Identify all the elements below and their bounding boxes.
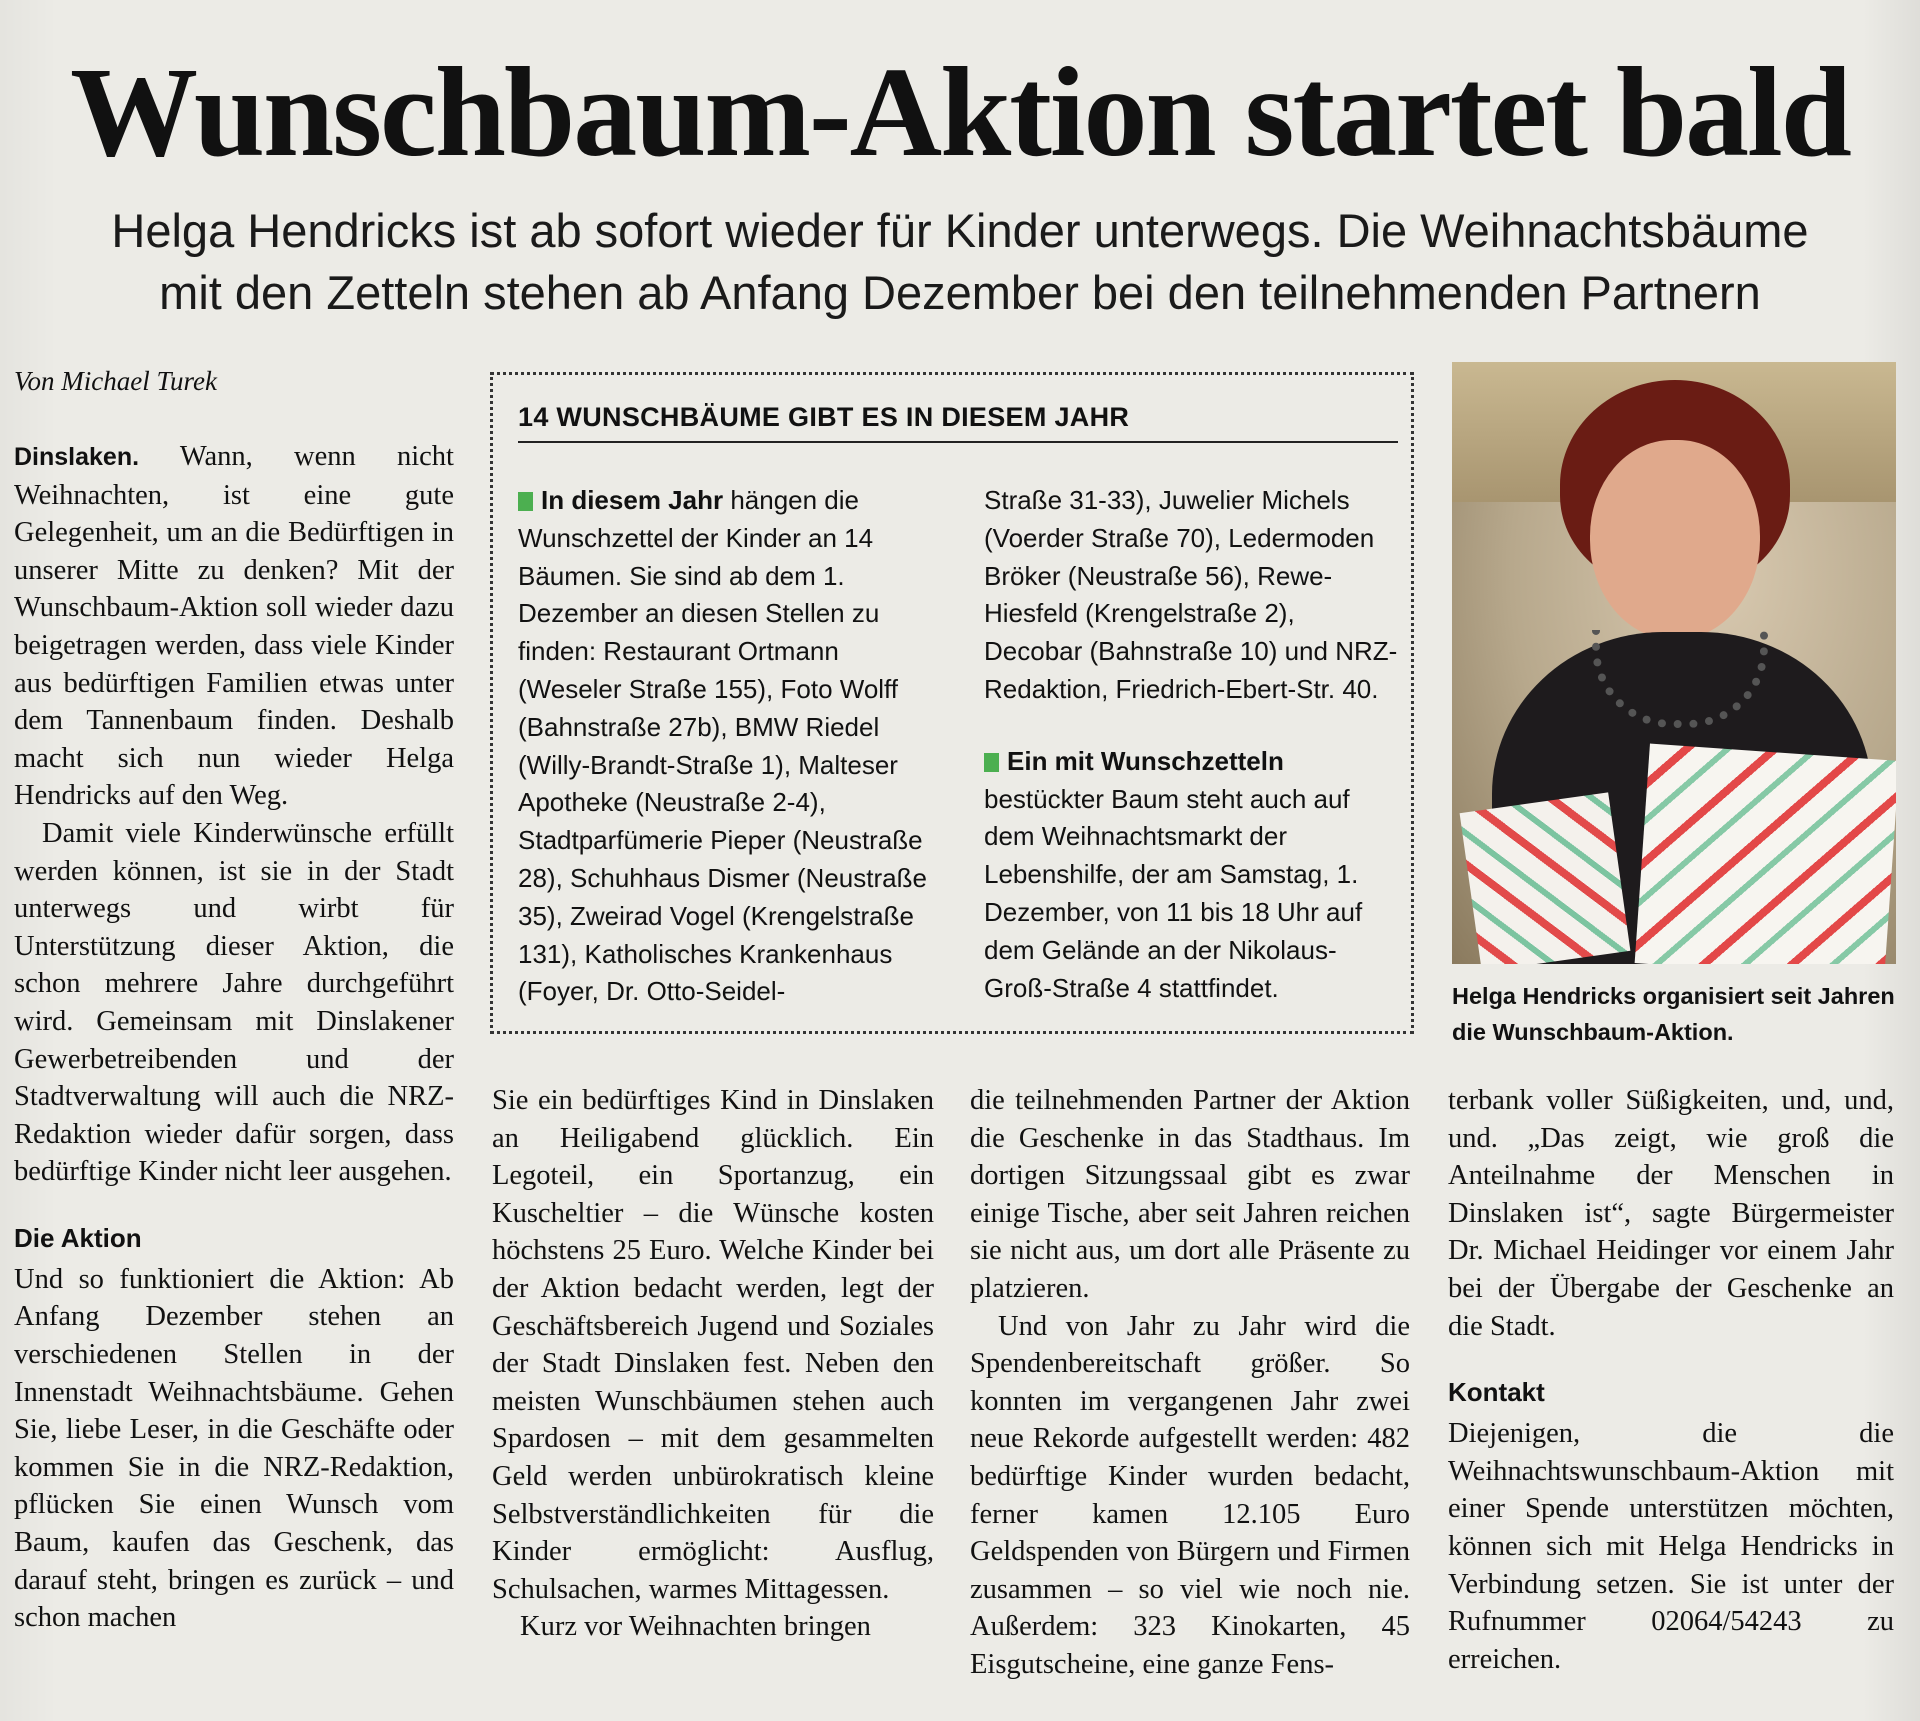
green-square-bullet-icon	[518, 492, 533, 511]
paragraph: Damit viele Kinderwünsche erfüllt werden können, ist sie in der Stadt unterwegs und wirbt für Unterstützung dieser Aktion, die schon mehrere Jahre durchgeführt wird. Gemeinsam mit Dinslakener Gewerbetreibenden und der Stadtverwaltung will auch die NRZ-Redaktion wieder dafür sorgen, dass bedürftige Kinder nicht leer ausgehen.	[14, 817, 454, 1188]
info-box-title: 14 WUNSCHBÄUME GIBT ES IN DIESEM JAHR	[518, 402, 1398, 443]
article-column-3	[970, 1082, 1410, 1684]
info-box-paragraph: Straße 31-33), Juwelier Michels (Voerder Straße 70), Ledermoden Bröker (Neustraße 56), Rewe-Hiesfeld (Krengelstraße 2), Decobar (Bahnstraße 10) und NRZ-Redaktion, Friedrich-Ebert-Str. 40.	[984, 485, 1398, 704]
green-square-bullet-icon	[984, 753, 999, 772]
subheadline	[30, 200, 1890, 324]
subheadline-line-1: Helga Hendricks ist ab sofort wieder für Kinder unterwegs. Die Weihnachtsbäume	[111, 204, 1809, 257]
info-box-paragraph	[984, 743, 1400, 1008]
paragraph	[14, 438, 454, 815]
headline: Wunschbaum-Aktion startet bald	[70, 41, 1850, 183]
paragraph: Und so funktioniert die Aktion: Ab Anfang Dezember stehen an verschiedenen Stellen in der Innenstadt Weihnachtsbäume. Gehen Sie, liebe Leser, in die Geschäfte oder kommen Sie in die NRZ-Redaktion, pflücken Sie einen Wunsch vom Baum, kaufen das Geschenk, das darauf steht, bringen es zurück – und schon machen	[14, 1263, 454, 1634]
portrait-photo	[1452, 362, 1896, 964]
byline: Von Michael Turek	[14, 366, 217, 396]
gift-bag-left	[1460, 792, 1631, 964]
dateline: Dinslaken.	[14, 443, 140, 471]
paragraph: Diejenigen, die die Weihnachtswunschbaum-Aktion mit einer Spende unterstützen möchten, können sich mit Helga Hendricks in Verbindung setzen. Sie ist unter der Rufnummer 02064/54243 zu erreichen.	[1448, 1418, 1894, 1675]
section-heading: Kontakt	[1448, 1377, 1545, 1408]
paragraph: Und von Jahr zu Jahr wird die Spendenbereitschaft größer. So konnten im vergangenen Jahr zwei neue Rekorde aufgestellt werden: 482 bedürftige Kinder wurden bedacht, ferner kamen 12.105 Euro Geldspenden von Bürgern und Firmen zusammen – so viel wie noch nie. Außerdem: 323 Kinokarten, 45 Eisgutscheine, eine ganze Fens-	[970, 1310, 1410, 1680]
paragraph: terbank voller Süßigkeiten, und, und, und. „Das zeigt, wie groß die Anteilnahme der Menschen in Dinslaken ist“, sagte Bürgermeister Dr. Michael Heidinger vor einem Jahr bei der Übergabe der Geschenke an die Stadt.	[1448, 1085, 1894, 1342]
paragraph: Kurz vor Weihnachten bringen	[520, 1611, 871, 1643]
paragraph: Sie ein bedürftiges Kind in Dinslaken an Heiligabend glücklich. Ein Legoteil, ein Sportanzug, ein Kuscheltier – die Wünsche kosten höchstens 25 Euro. Welche Kinder bei der Aktion bedacht werden, legt der Geschäftsbereich Jugend und Soziales der Stadt Dinslaken fest. Neben den meisten Wunschbäumen stehen auch Spardosen – mit dem gesammelten Geld werden unbürokratisch kleine Selbstverständlichkeiten für die Kinder ermöglicht: Ausflug, Schulsachen, warmes Mittagessen.	[492, 1085, 934, 1605]
photo-caption: Helga Hendricks organisiert seit Jahren die Wunschbaum-Aktion.	[1452, 983, 1895, 1045]
paragraph: die teilnehmenden Partner der Aktion die Geschenke in das Stadthaus. Im dortigen Sitzungssaal gibt es zwar einige Tische, aber seit Jahren reichen sie nicht aus, um dort alle Präsente zu platzieren.	[970, 1085, 1410, 1304]
info-box-column-1	[518, 482, 938, 1011]
info-box-text: hängen die Wunschzettel der Kinder an 14 Bäumen. Sie sind ab dem 1. Dezember an diesen Stellen zu finden: Restaurant Ortmann (Weseler Straße 155), Foto Wolff (Bahnstraße 27b), BMW Riedel (Willy-Brandt-Straße 1), Malteser Apotheke (Neustraße 2-4), Stadtparfümerie Pieper (Neustraße 28), Schuhhaus Dismer (Neustraße 35), Zweirad Vogel (Krengelstraße 131), Katholisches Krankenhaus (Foyer, Dr. Otto-Seidel-	[518, 485, 927, 1007]
paragraph-text: Wann, wenn nicht Weihnachten, ist eine gute Gelegenheit, um an die Bedürftigen in unserer Mitte zu denken? Mit der Wunschbaum-Aktion soll wieder dazu beigetragen werden, dass viele Kinder aus bedürftigen Familien etwas unter dem Tannenbaum finden. Deshalb macht sich nun wieder Helga Hendricks auf den Weg.	[14, 441, 454, 812]
info-box-lead: In diesem Jahr	[541, 485, 724, 515]
gift-bag-right	[1635, 744, 1896, 964]
info-box-text: bestückter Baum steht auch auf dem Weihnachtsmarkt der Lebenshilfe, der am Samstag, 1. Dezember, von 11 bis 18 Uhr auf dem Gelände an der Nikolaus-Groß-Straße 4 stattfindet.	[984, 783, 1363, 1003]
info-box-lead: Ein mit Wunschzetteln	[1007, 745, 1284, 776]
info-box-column-2	[984, 482, 1400, 1007]
section-heading: Die Aktion	[14, 1222, 142, 1253]
subheadline-line-2: mit den Zetteln stehen ab Anfang Dezember bei den teilnehmenden Partnern	[159, 266, 1761, 319]
article-column-2	[492, 1082, 934, 1646]
article-column-4	[1448, 1082, 1894, 1678]
photo-face	[1590, 440, 1760, 640]
article-column-1	[14, 438, 454, 1637]
info-box-paragraph	[518, 482, 938, 1011]
